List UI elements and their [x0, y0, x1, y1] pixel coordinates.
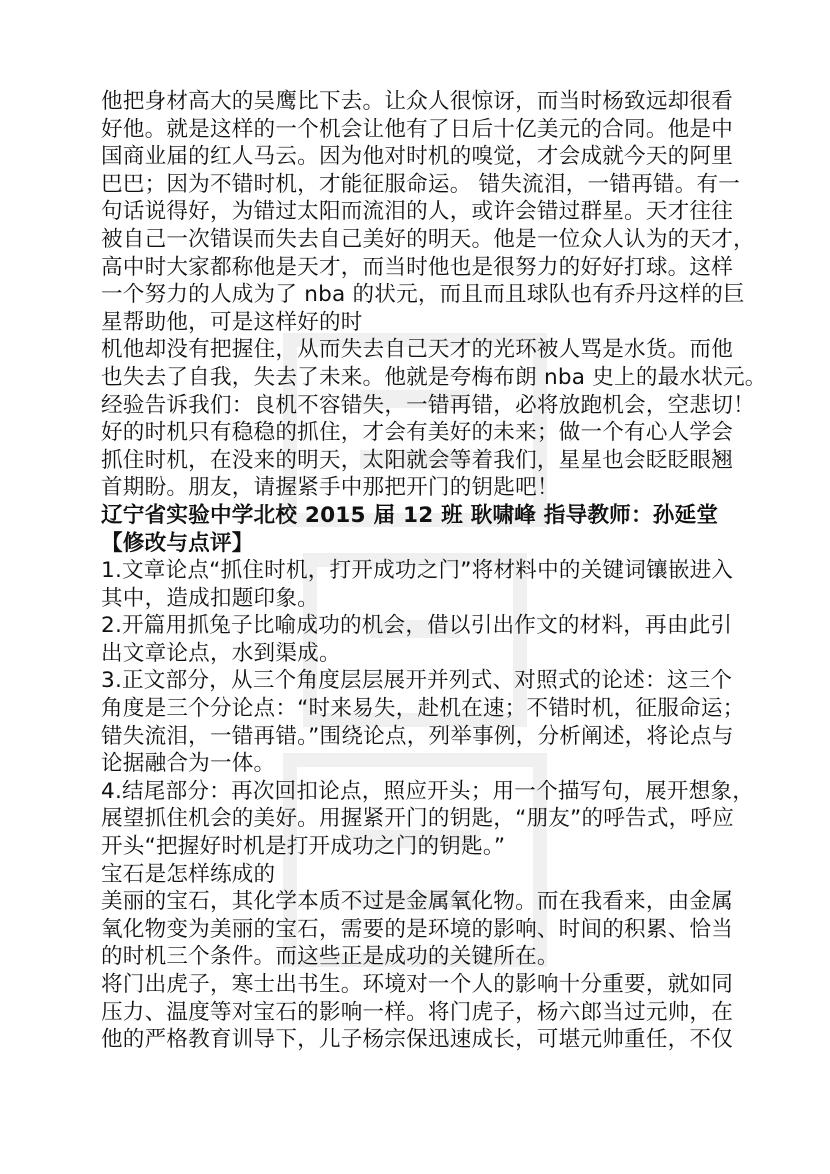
text-line: 一个努力的人成为了 nba 的状元，而且而且球队也有乔丹这样的巨 — [101, 282, 745, 308]
text-line: 好他。就是这样的一个机会让他有了日后十亿美元的合同。他是中 — [101, 116, 734, 142]
text-line: 抓住时机，在没来的明天，太阳就会等着我们，星星也会眨眨眼翘 — [101, 447, 734, 473]
text-line: 论据融合为一体。 — [101, 751, 276, 777]
text-line: 首期盼。朋友，请握紧手中那把开门的钥匙吧！ — [101, 475, 559, 501]
text-line: 展望抓住机会的美好。用握紧开门的钥匙，“朋友”的呼告式，呼应 — [101, 806, 735, 832]
text-line: 2.开篇用抓兔子比喻成功的机会，借以引出作文的材料，再由此引 — [101, 613, 733, 639]
text-line: 的时机三个条件。而这些正是成功的关键所在。 — [101, 944, 559, 970]
text-line: 机他却没有把握住，从而失去自己天才的光环被人骂是水货。而他 — [101, 337, 734, 363]
text-line: 美丽的宝石，其化学本质不过是金属氧化物。而在我看来，由金属 — [101, 889, 734, 915]
text-line: 将门出虎子，寒士出书生。环境对一个人的影响十分重要，就如同 — [101, 972, 734, 997]
text-line: 好的时机只有稳稳的抓住，才会有美好的未来；做一个有心人学会 — [101, 420, 734, 446]
text-line: 错失流泪，一错再错。”围绕论点，列举事例，分析阐述，将论点与 — [101, 723, 734, 749]
text-line: 星帮助他，可是这样好的时 — [101, 309, 363, 335]
text-line: 角度是三个分论点：“时来易失，赴机在速；不错时机，征服命运； — [101, 696, 745, 722]
text-line: 也失去了自我，失去了未来。他就是夸梅布朗 nba 史上的最水状元。 — [101, 364, 767, 390]
document-body — [101, 88, 767, 1054]
text-line: 出文章论点，水到渠成。 — [101, 640, 341, 666]
text-line: 3.正文部分，从三个角度层层展开并列式、对照式的论述：这三个 — [101, 668, 733, 694]
text-line: 他把身材高大的吴鹰比下去。让众人很惊讶，而当时杨致远却很看 — [101, 89, 734, 114]
section-heading: 【修改与点评】 — [101, 530, 254, 556]
text-line: 被自己一次错误而失去自己美好的明天。他是一位众人认为的天才， — [101, 226, 755, 252]
author-line: 辽宁省实验中学北校 2015 届 12 班 耿啸峰 指导教师：孙延堂 — [101, 502, 719, 528]
text-line: 1.文章论点“抓住时机，打开成功之门”将材料中的关键词镶嵌进入 — [101, 558, 734, 584]
text-line: 其中，造成扣题印象。 — [101, 585, 319, 611]
text-line: 高中时大家都称他是天才，而当时他也是很努力的好好打球。这样 — [101, 254, 734, 280]
text-line: 国商业届的红人马云。因为他对时机的嗅觉，才会成就今天的阿里 — [101, 144, 734, 170]
text-line: 句话说得好，为错过太阳而流泪的人，或许会错过群星。天才往往 — [101, 199, 734, 225]
text-line: 经验告诉我们：良机不容错失，一错再错，必将放跑机会，空悲切！ — [101, 392, 755, 418]
essay-title: 宝石是怎样练成的 — [101, 861, 276, 887]
text-line: 巴巴；因为不错时机，才能征服命运。 错失流泪，一错再错。有一 — [101, 171, 741, 197]
text-line: 4.结尾部分：再次回扣论点，照应开头；用一个描写句，展开想象， — [101, 778, 755, 804]
text-line: 他的严格教育训导下，儿子杨宗保迅速成长，可堪元帅重任，不仅 — [101, 1027, 734, 1053]
text-line: 开头“把握好时机是打开成功之门的钥匙。” — [101, 834, 506, 860]
text-line: 氧化物变为美丽的宝石，需要的是环境的影响、时间的积累、恰当 — [101, 916, 734, 942]
text-line: 压力、温度等对宝石的影响一样。将门虎子，杨六郎当过元帅，在 — [101, 999, 734, 1025]
